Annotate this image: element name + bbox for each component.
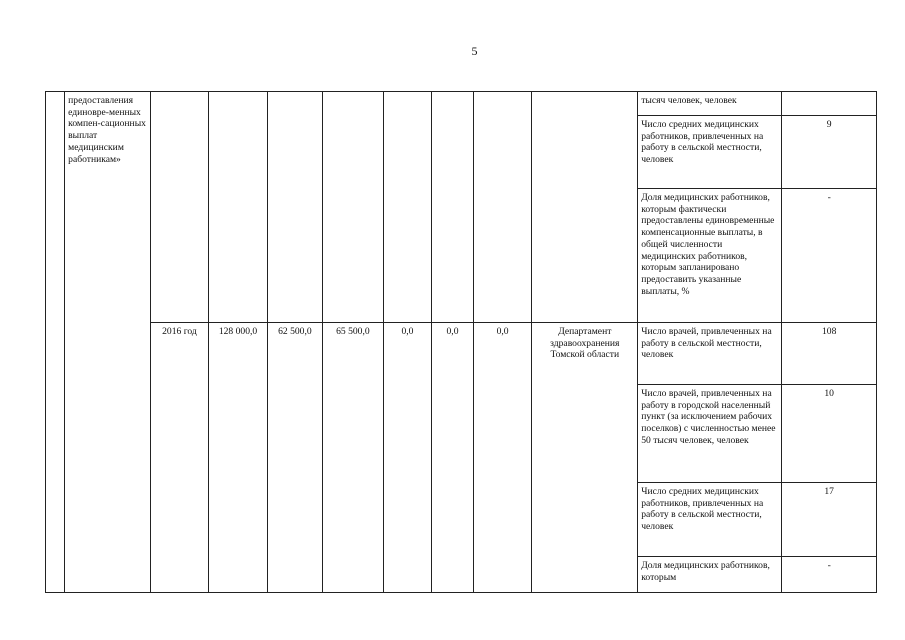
fed-cell: 62 500,0 [267, 323, 322, 593]
indicator-text: Число средних медицинских работников, привлеченных на работу в сельской местности, человек [638, 483, 782, 557]
other2-cell: 0,0 [473, 323, 532, 593]
other1-cell-empty [432, 92, 474, 323]
other2-cell-empty [473, 92, 532, 323]
executor-cell-empty [532, 92, 638, 323]
indicator-text: тысяч человек, человек [638, 92, 782, 116]
loc-cell-empty [383, 92, 431, 323]
year-cell: 2016 год [150, 323, 209, 593]
table-row [46, 323, 877, 385]
indicator-text: Число средних медицинских работников, привлеченных на работу в сельской местности, человек [638, 116, 782, 189]
other1-cell: 0,0 [432, 323, 474, 593]
reg-cell: 65 500,0 [322, 323, 383, 593]
year-cell-empty [150, 92, 209, 323]
loc-cell: 0,0 [383, 323, 431, 593]
indicator-value: - [782, 189, 877, 323]
indicator-value [782, 92, 877, 116]
indicator-value: 108 [782, 323, 877, 385]
total-cell: 128 000,0 [209, 323, 268, 593]
row-number-cell [46, 92, 65, 593]
indicator-value: 17 [782, 483, 877, 557]
measure-name-cell: предоставления единовре-менных компен-сационных выплат медицинским работникам» [65, 92, 151, 593]
indicator-text: Число врачей, привлеченных на работу в городской населенный пункт (за исключением рабочих поселков) с численностью менее 50 тысяч человек, человек [638, 385, 782, 483]
indicator-value: 10 [782, 385, 877, 483]
indicator-value: 9 [782, 116, 877, 189]
indicator-value: - [782, 557, 877, 593]
table-row [46, 92, 877, 116]
indicator-text: Доля медицинских работников, которым [638, 557, 782, 593]
page-number: 5 [471, 44, 478, 58]
executor-cell: Департамент здравоохранения Томской области [532, 323, 638, 593]
indicator-text: Число врачей, привлеченных на работу в сельской местности, человек [638, 323, 782, 385]
reg-cell-empty [322, 92, 383, 323]
fed-cell-empty [267, 92, 322, 323]
total-cell-empty [209, 92, 268, 323]
indicator-text: Доля медицинских работников, которым фактически предоставлены единовременные компенсационные выплаты, в общей численности медицинских работников, которым запланировано предоставить указанные выплаты, % [638, 189, 782, 323]
program-table [45, 91, 877, 593]
